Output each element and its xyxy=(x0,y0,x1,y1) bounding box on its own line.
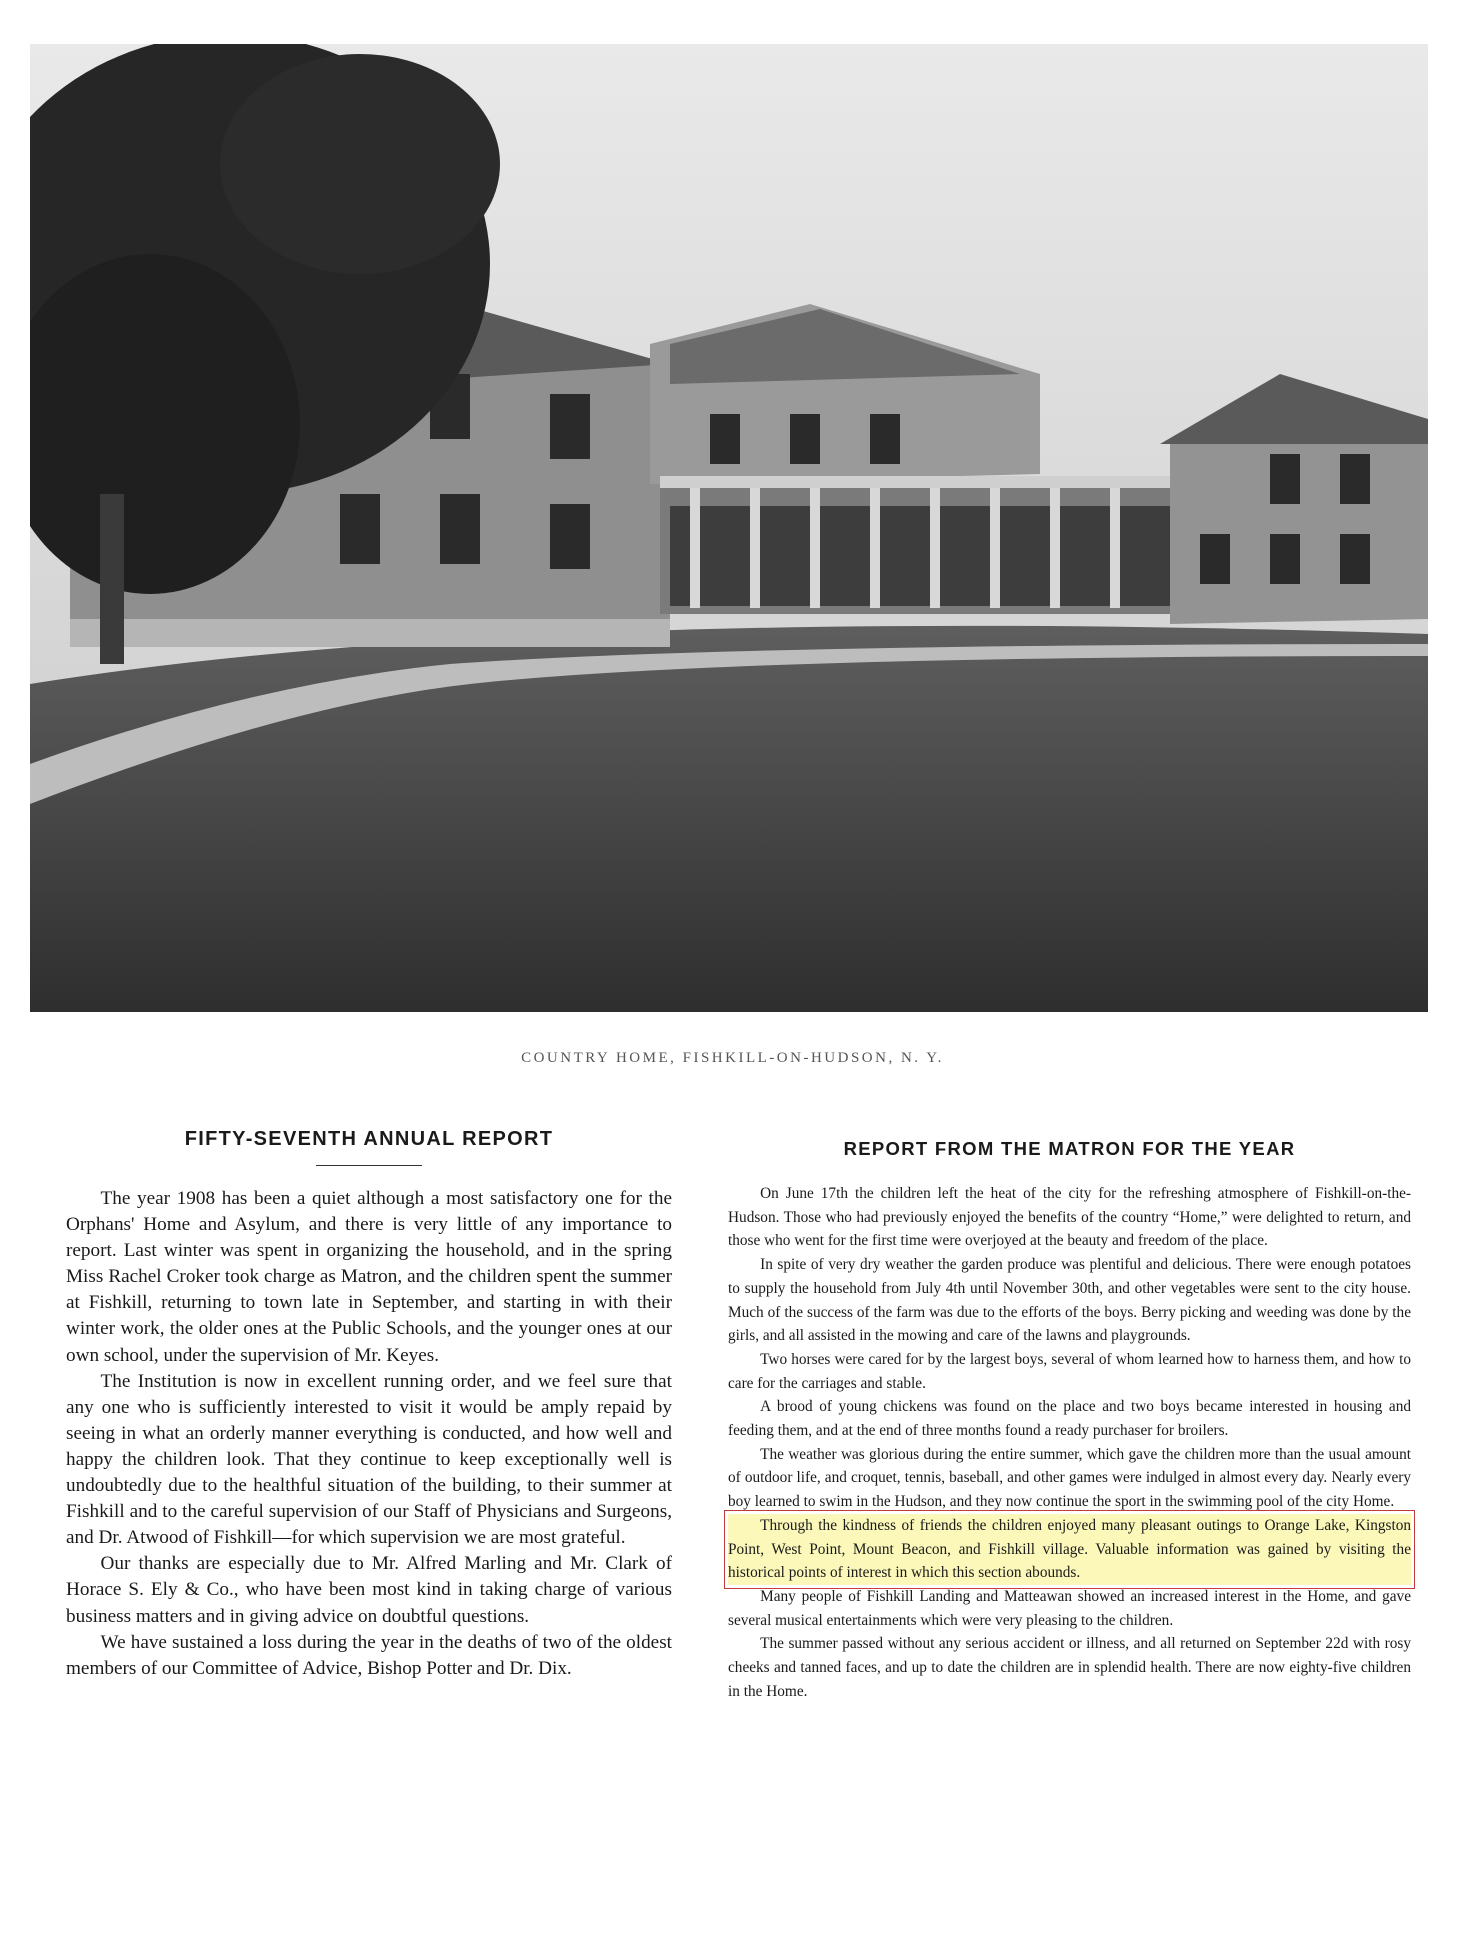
title-divider xyxy=(316,1165,422,1166)
matron-report-body xyxy=(728,1182,1411,1703)
highlighted-paragraph: Through the kindness of friends the children enjoyed many pleasant outings to Orange Lake, Kingston Point, West Point, Mount Beacon, and Fishkill village. Valuable information was gained by visiting the historical points of interest in which this section abounds. xyxy=(728,1514,1411,1585)
photo-caption: COUNTRY HOME, FISHKILL-ON-HUDSON, N. Y. xyxy=(521,1050,944,1066)
annual-report-paragraph: The year 1908 has been a quiet although a most satisfactory one for the Orphans' Home and Asylum, and there is very little of any importance to report. Last winter was spent in organizing the household, and in the spring Miss Rachel Croker took charge as Matron, and the children spent the summer at Fishkill, returning to town late in September, and starting in with their winter work, the older ones at the Public Schools, and the younger ones at our own school, under the supervision of Mr. Keyes. xyxy=(66,1188,672,1366)
annual-report-column xyxy=(66,1128,672,1682)
country-home-photograph xyxy=(30,44,1428,1012)
matron-report-column xyxy=(728,1138,1411,1703)
matron-report-paragraph: In spite of very dry weather the garden produce was plentiful and delicious. There were enough potatoes to supply the household from July 4th until November 30th, and other vegetables were sent to the city house. Much of the success of the farm was due to the efforts of the boys. Berry picking and weeding was done by the girls, and all assisted in the mowing and care of the lawns and playgrounds. xyxy=(728,1256,1411,1345)
matron-report-paragraph: On June 17th the children left the heat of the city for the refreshing atmosphere of Fishkill-on-the-Hudson. Those who had previously enjoyed the benefits of the country “Home,” were delighted to return, and those who went for the first time were overjoyed at the beauty and freedom of the place. xyxy=(728,1185,1411,1250)
matron-report-title: REPORT FROM THE MATRON FOR THE YEAR xyxy=(843,1138,1296,1159)
annual-report-paragraph: The Institution is now in excellent running order, and we feel sure that any one who is sufficiently interested to visit it would be amply repaid by seeing in what an orderly manner everything is conducted, and how well and happy the children look. That they continue to keep exceptionally well is undoubtedly due to the healthful situation of the building, to their summer at Fishkill and to the careful supervision of our Staff of Physicians and Surgeons, and Dr. Atwood of Fishkill—for which supervision we are most grateful. xyxy=(66,1370,672,1549)
matron-report-paragraph: A brood of young chickens was found on the place and two boys became interested in housing and feeding them, and at the end of three months found a ready purchaser for broilers. xyxy=(728,1398,1411,1440)
matron-report-paragraph: Two horses were cared for by the largest boys, several of whom learned how to harness them, and how to care for the carriages and stable. xyxy=(728,1350,1411,1392)
building-illustration xyxy=(30,44,1428,1012)
matron-report-paragraph: The weather was glorious during the entire summer, which gave the children more than the usual amount of outdoor life, and croquet, tennis, baseball, and other games were indulged in almost every day. Nearly every boy learned to swim in the Hudson, and they now continue the sport in the swimming pool of the city Home. xyxy=(728,1445,1411,1511)
annual-report-paragraph: Our thanks are especially due to Mr. Alfred Marling and Mr. Clark of Horace S. Ely & Co., who have been most kind in taking charge of various business matters and in giving advice on doubtful questions. xyxy=(66,1553,672,1627)
annual-report-title: FIFTY-SEVENTH ANNUAL REPORT xyxy=(184,1128,554,1150)
annual-report-body xyxy=(66,1186,672,1682)
annual-report-paragraph: We have sustained a loss during the year in the deaths of two of the oldest members of our Committee of Advice, Bishop Potter and Dr. Dix. xyxy=(66,1631,672,1679)
matron-report-paragraph: The summer passed without any serious accident or illness, and all returned on September 22d with rosy cheeks and tanned faces, and up to date the children are in splendid health. There are now eighty-five children in the Home. xyxy=(728,1635,1411,1700)
matron-report-paragraph: Many people of Fishkill Landing and Matteawan showed an increased interest in the Home, and gave several musical entertainments which were very pleasing to the children. xyxy=(728,1587,1411,1629)
